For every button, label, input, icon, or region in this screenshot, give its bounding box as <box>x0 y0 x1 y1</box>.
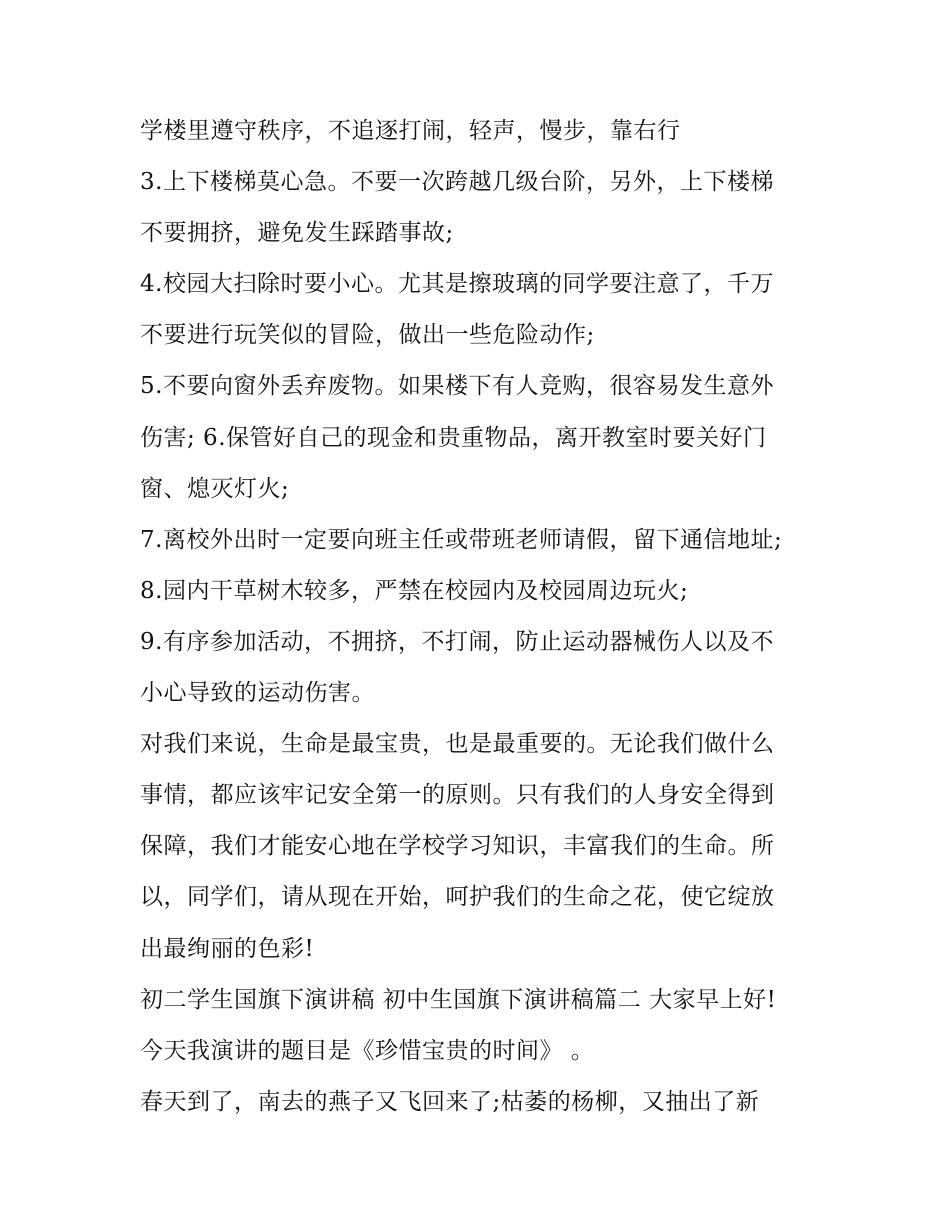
document-body <box>140 108 820 1130</box>
text-line: 以，同学们，请从现在开始，呵护我们的生命之花，使它绽放 <box>140 884 775 911</box>
text-line: 窗、熄灭灯火; <box>140 475 290 502</box>
text-line: 事情，都应该牢记安全第一的原则。只有我们的人身安全得到 <box>140 782 775 809</box>
text-line: 8.园内干草树木较多，严禁在校园内及校园周边玩火; <box>140 577 689 604</box>
text-line: 伤害; 6.保管好自己的现金和贵重物品，离开教室时要关好门 <box>140 424 767 451</box>
text-line: 4.校园大扫除时要小心。尤其是擦玻璃的同学要注意了，千万 <box>140 271 774 298</box>
text-line: 不要进行玩笑似的冒险，做出一些危险动作; <box>140 322 595 349</box>
text-line: 今天我演讲的题目是《珍惜宝贵的时间》 。 <box>140 1037 595 1064</box>
text-line: 春天到了，南去的燕子又飞回来了;枯萎的杨柳，又抽出了新 <box>140 1088 760 1115</box>
text-line: 3.上下楼梯莫心急。不要一次跨越几级台阶，另外，上下楼梯 <box>140 169 774 196</box>
text-line: 出最绚丽的色彩! <box>140 935 315 962</box>
text-line: 对我们来说，生命是最宝贵，也是最重要的。无论我们做什么 <box>140 731 775 758</box>
text-line: 不要拥挤，避免发生踩踏事故; <box>140 220 454 247</box>
text-line: 7.离校外出时一定要向班主任或带班老师请假，留下通信地址; <box>140 526 783 553</box>
text-line: 9.有序参加活动，不拥挤，不打闹，防止运动器械伤人以及不 <box>140 628 774 655</box>
text-line: 保障，我们才能安心地在学校学习知识，丰富我们的生命。所 <box>140 833 775 860</box>
text-line: 小心导致的运动伤害。 <box>140 680 375 707</box>
text-line: 学楼里遵守秩序，不追逐打闹，轻声，慢步，靠右行 <box>140 118 681 144</box>
text-line: 初二学生国旗下演讲稿 初中生国旗下演讲稿篇二 大家早上好! <box>140 986 777 1013</box>
text-line: 5.不要向窗外丢弃废物。如果楼下有人竞购，很容易发生意外 <box>140 373 774 400</box>
